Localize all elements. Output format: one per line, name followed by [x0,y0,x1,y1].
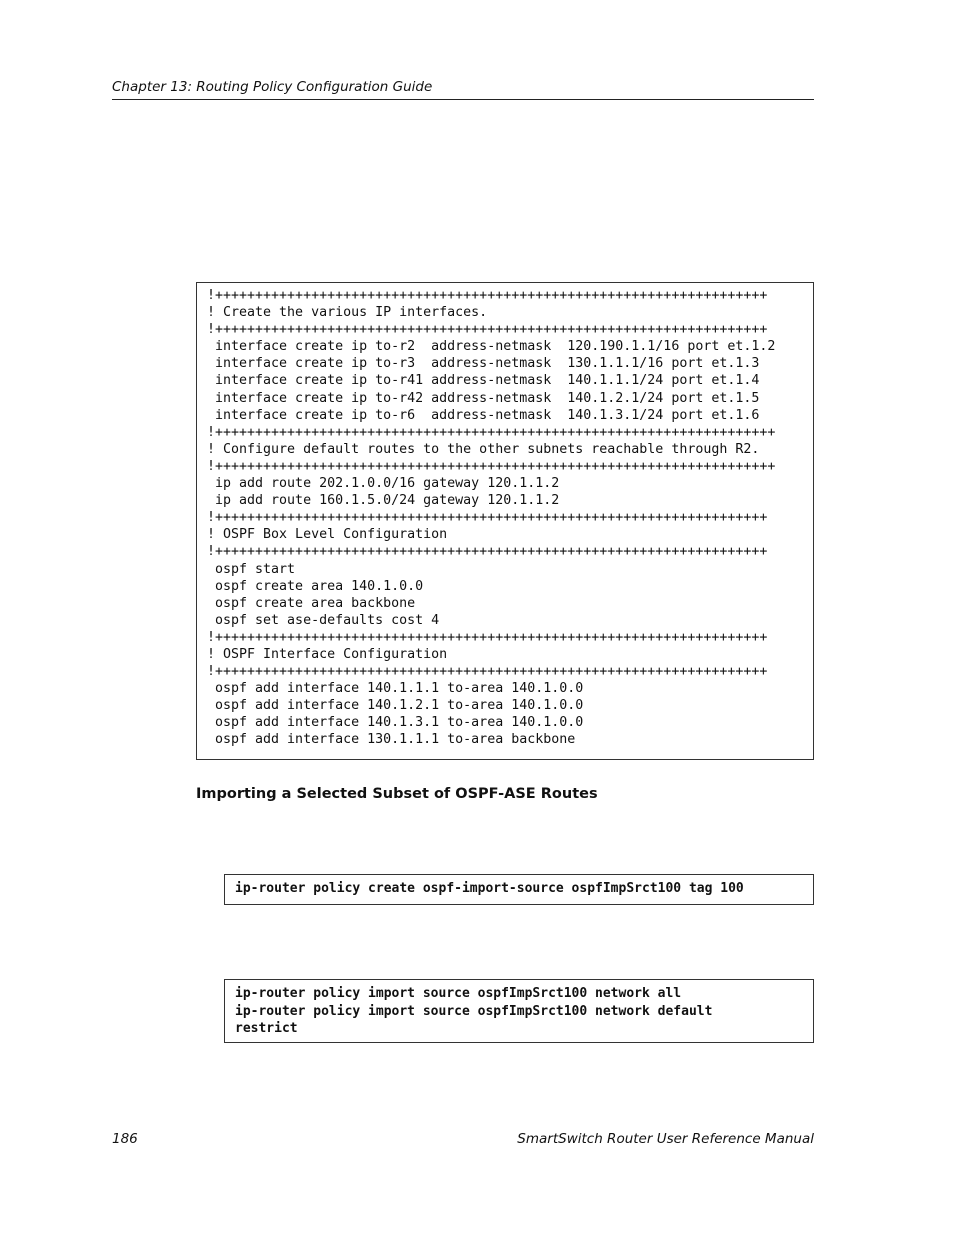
chapter-header [112,79,814,100]
policy-create-code: ip-router policy create ospf-import-source ospfImpSrct100 tag 100 [235,881,744,896]
policy-import-code-block [224,979,814,1043]
policy-create-code-block [224,874,814,905]
router-config-code: !+++++++++++++++++++++++++++++++++++++++++++++++++++++++++++++++++++++ ! Create the various IP interfaces. !+++++++++++++++++++++++++++++++++++++++++++++++++++++++++++++++++++++ interface create ip to-r2 address-netmask 120.190.1.1/16 port et.1.2 interface create ip to-r3 address-netmask 130.1.1.1/16 port et.1.3 interface create ip to-r41 address-netmask 140.1.1.1/24 port et.1.4 interface create ip to-r42 address-netmask 140.1.2.1/24 port et.1.5 interface create ip to-r6 address-netmask 140.1.3.1/24 port et.1.6 !++++++++++++++++++++++++++++++++++++++++++++++++++++++++++++++++++++++ ! Configure default routes to the other subnets reachable through R2. !++++++++++++++++++++++++++++++++++++++++++++++++++++++++++++++++++++++ ip add route 202.1.0.0/16 gateway 120.1.1.2 ip add route 160.1.5.0/24 gateway 120.1.1.2 !+++++++++++++++++++++++++++++++++++++++++++++++++++++++++++++++++++++ ! OSPF Box Level Configuration !+++++++++++++++++++++++++++++++++++++++++++++++++++++++++++++++++++++ ospf start ospf create area 140.1.0.0 ospf create area backbone ospf set ase-defaults cost 4 !+++++++++++++++++++++++++++++++++++++++++++++++++++++++++++++++++++++ ! OSPF Interface Configuration !+++++++++++++++++++++++++++++++++++++++++++++++++++++++++++++++++++++ ospf add interface 140.1.1.1 to-area 140.1.0.0 ospf add interface 140.1.2.1 to-area 140.1.0.0 ospf add interface 140.1.3.1 to-area 140.1.0.0 ospf add interface 130.1.1.1 to-area backbone [207,288,776,748]
router-config-code-block [196,282,814,760]
policy-import-code: ip-router policy import source ospfImpSrct100 network all ip-router policy import source ospfImpSrct100 network default restrict [235,986,713,1036]
chapter-title: Chapter 13: Routing Policy Configuration Guide [112,79,433,95]
page-number: 186 [112,1131,138,1147]
section-heading: Importing a Selected Subset of OSPF-ASE Routes [196,786,598,802]
manual-title: SmartSwitch Router User Reference Manual [517,1131,814,1147]
